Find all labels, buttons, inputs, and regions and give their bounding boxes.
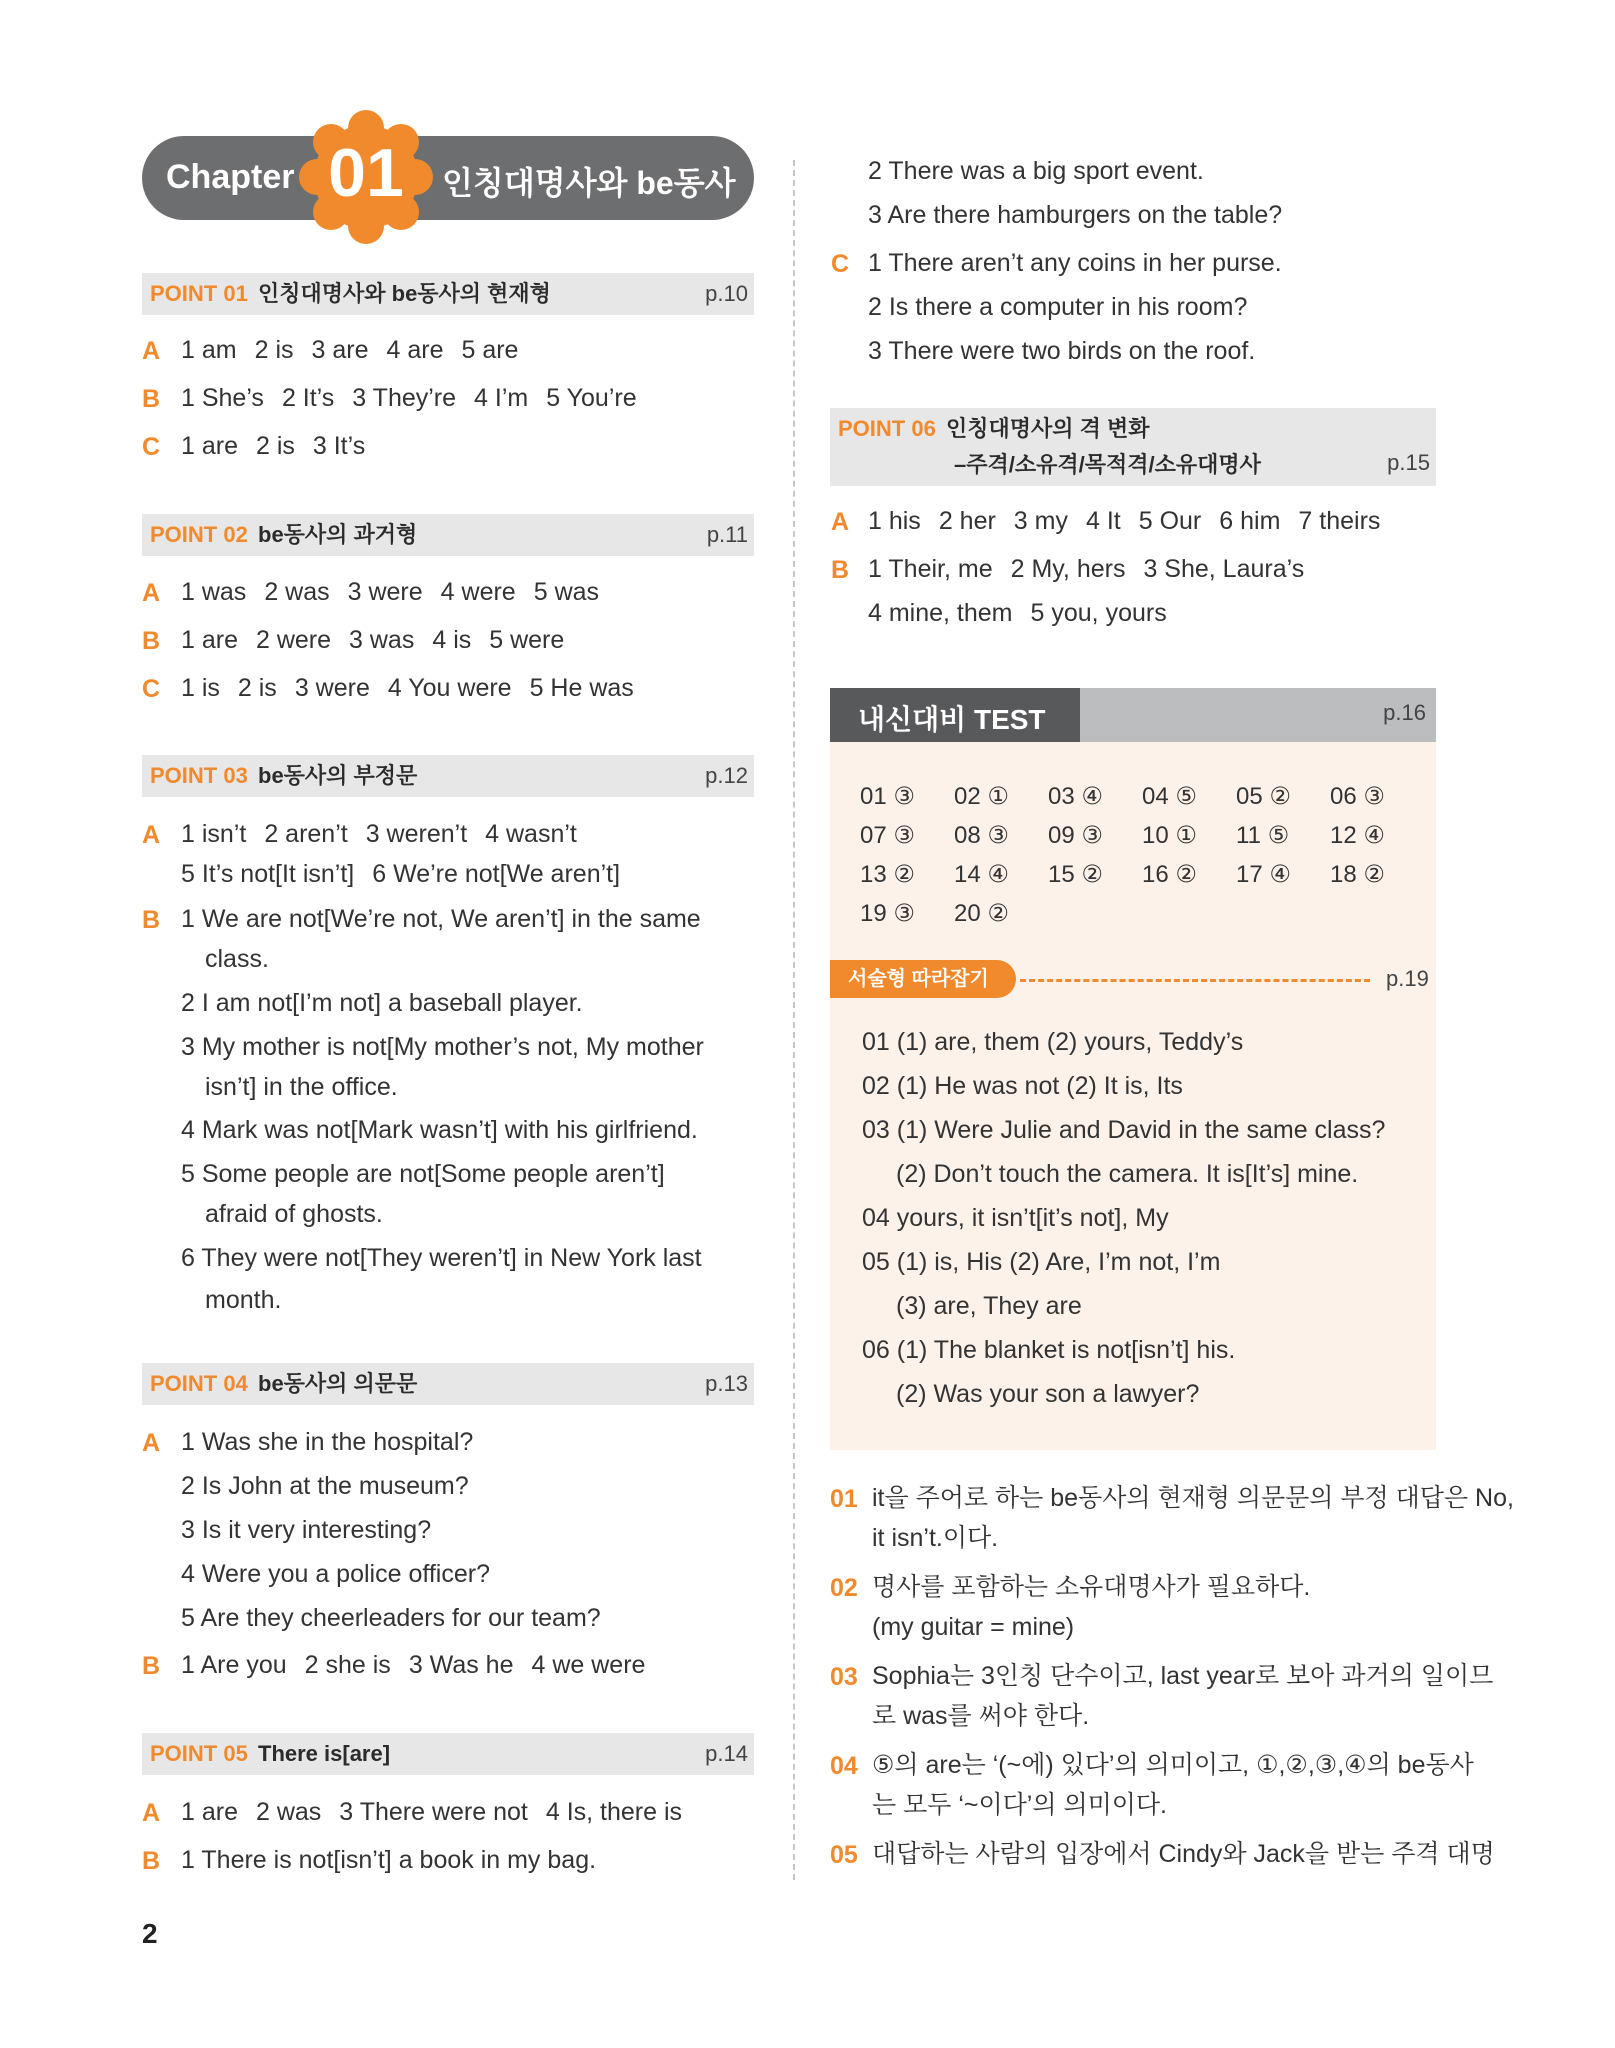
p4-a-line: 2 Is John at the museum?: [181, 1472, 469, 1500]
letter-b: B: [142, 906, 161, 934]
answer: 2 It’s: [281, 384, 335, 412]
answer: 2 her: [938, 507, 996, 535]
explanation-line: 로 was를 써야 한다.: [872, 1702, 1090, 1730]
point-title: 인칭대명사와 be동사의 현재형: [258, 281, 551, 306]
p6-row-b2: [868, 596, 1167, 630]
written-tag-line: [1020, 979, 1370, 982]
letter-a: A: [142, 337, 161, 365]
p3-b-line: 3 My mother is not[My mother’s not, My mother: [181, 1033, 704, 1061]
test-answer: 11 ⑤: [1236, 822, 1290, 849]
written-line: (2) Was your son a lawyer?: [896, 1380, 1200, 1408]
p5-row-a: [181, 1795, 682, 1829]
explanation-number: 02: [830, 1574, 858, 1602]
letter-c: C: [142, 433, 161, 461]
p3-b-line: 2 I am not[I’m not] a baseball player.: [181, 989, 583, 1017]
p1-row-b: [181, 381, 637, 415]
point-page: p.13: [705, 1371, 748, 1396]
written-line: 06 (1) The blanket is not[isn’t] his.: [862, 1336, 1236, 1364]
answer: 1 was: [181, 578, 247, 606]
chapter-badge: [299, 110, 433, 244]
answer: 4 mine, them: [868, 599, 1013, 627]
test-answer: 07 ③: [860, 822, 915, 849]
point-page: p.12: [705, 763, 748, 788]
chapter-word: Chapter: [166, 158, 295, 196]
answer: 3 my: [1013, 507, 1068, 535]
written-line: 03 (1) Were Julie and David in the same class?: [862, 1116, 1386, 1144]
written-line: 01 (1) are, them (2) yours, Teddy’s: [862, 1028, 1244, 1056]
p1-row-c: [181, 429, 365, 463]
point-06-header: [830, 408, 1436, 486]
test-header: [830, 688, 1436, 742]
answer: 3 was: [349, 626, 415, 654]
p5-c-line: 2 Is there a computer in his room?: [868, 293, 1248, 321]
point-number: POINT 01: [150, 281, 248, 306]
explanation-line: ⑤의 are는 ‘(~에) 있다’의 의미이고, ①,②,③,④의 be동사: [872, 1751, 1474, 1779]
answer: 1 his: [868, 507, 921, 535]
point-page: p.15: [1387, 450, 1430, 475]
point-number: POINT 03: [150, 763, 248, 788]
letter-b: B: [142, 1652, 161, 1680]
answer: 3 are: [311, 336, 369, 364]
answer: 2 was: [255, 1798, 322, 1826]
letter-b: B: [142, 627, 161, 655]
chapter-banner: [142, 136, 754, 220]
answer: 7 theirs: [1298, 507, 1381, 535]
point-number: POINT 04: [150, 1371, 248, 1396]
explanation-number: 03: [830, 1663, 858, 1691]
point-05-header: [142, 1733, 754, 1775]
letter-a: A: [142, 1429, 161, 1457]
explanation-line: it isn’t.이다.: [872, 1524, 999, 1552]
point-01-header: [142, 273, 754, 315]
test-answer: 17 ④: [1236, 861, 1291, 888]
p3-b-line: 4 Mark was not[Mark wasn’t] with his girlfriend.: [181, 1116, 698, 1144]
test-answer: 12 ④: [1330, 822, 1385, 849]
answer: 2 was: [264, 578, 330, 606]
answer: 5 you, yours: [1030, 599, 1167, 627]
letter-b: B: [831, 556, 850, 584]
test-answer: 05 ②: [1236, 783, 1291, 810]
answer: 2 she is: [304, 1651, 391, 1679]
p5-b-line: 3 Are there hamburgers on the table?: [868, 201, 1283, 229]
test-answer: 09 ③: [1048, 822, 1103, 849]
written-line: 04 yours, it isn’t[it’s not], My: [862, 1204, 1169, 1232]
answer: 6 We’re not[We aren’t]: [372, 860, 621, 888]
test-answer: 01 ③: [860, 783, 915, 810]
point-subtitle: –주격/소유격/목적격/소유대명사: [954, 452, 1261, 477]
p5-c-line: 1 There aren’t any coins in her purse.: [868, 249, 1282, 277]
answer: 4 are: [386, 336, 444, 364]
p4-a-line: 4 Were you a police officer?: [181, 1560, 490, 1588]
written-tag-page: p.19: [1386, 966, 1429, 991]
answer: 6 him: [1219, 507, 1281, 535]
p2-row-b: [181, 623, 564, 657]
point-02-header: [142, 514, 754, 556]
column-divider: [793, 160, 795, 1880]
explanation-line: it을 주어로 하는 be동사의 현재형 의문문의 부정 대답은 No,: [872, 1484, 1514, 1512]
chapter-number: 01: [328, 135, 404, 211]
p4-row-b: [181, 1648, 645, 1682]
p1-row-a: [181, 333, 518, 367]
explanation-line: (my guitar = mine): [872, 1613, 1075, 1641]
p5-c-line: 3 There were two birds on the roof.: [868, 337, 1256, 365]
p3-b-line: 1 We are not[We’re not, We aren’t] in the same: [181, 905, 701, 933]
answer: 4 is: [432, 626, 472, 654]
answer: 4 I’m: [474, 384, 529, 412]
test-answer: 04 ⑤: [1142, 783, 1197, 810]
written-line: (2) Don’t touch the camera. It is[It’s] mine.: [896, 1160, 1359, 1188]
p2-row-a: [181, 575, 599, 609]
answer: 3 Was he: [408, 1651, 514, 1679]
letter-b: B: [142, 385, 161, 413]
test-header-label: [830, 688, 1080, 742]
point-page: p.14: [705, 1741, 748, 1766]
p3-b-line: class.: [205, 945, 269, 973]
p3-row-a2: [181, 857, 620, 891]
written-line: 02 (1) He was not (2) It is, Its: [862, 1072, 1183, 1100]
written-line: (3) are, They are: [896, 1292, 1082, 1320]
answer: 3 weren’t: [365, 820, 468, 848]
point-title: There is[are]: [258, 1741, 391, 1766]
written-line: 05 (1) is, His (2) Are, I’m not, I’m: [862, 1248, 1221, 1276]
answer: 2 My, hers: [1010, 555, 1126, 583]
test-answer: 13 ②: [860, 861, 915, 888]
test-answer: 19 ③: [860, 900, 915, 927]
answer: 4 we were: [531, 1651, 646, 1679]
answer: 5 was: [533, 578, 600, 606]
answer: 3 She, Laura’s: [1143, 555, 1305, 583]
point-title: be동사의 의문문: [258, 1371, 418, 1396]
answer: 3 were: [347, 578, 423, 606]
p3-row-a1: [181, 817, 577, 851]
explanation-number: 05: [830, 1841, 858, 1869]
answer: 2 is: [254, 336, 294, 364]
point-page: p.10: [705, 281, 748, 306]
explanation-line: 명사를 포함하는 소유대명사가 필요하다.: [872, 1573, 1311, 1601]
p6-row-a: [868, 504, 1380, 538]
point-03-header: [142, 755, 754, 797]
point-number: POINT 05: [150, 1741, 248, 1766]
answer: 1 are: [181, 1798, 238, 1826]
answer: 5 are: [461, 336, 519, 364]
point-title: 인칭대명사의 격 변화: [946, 416, 1150, 441]
written-tag: 서술형 따라잡기: [830, 960, 1016, 998]
letter-c: C: [831, 250, 850, 278]
p3-b-line: month.: [205, 1286, 282, 1314]
test-title: 내신대비 TEST: [858, 704, 1046, 735]
p3-b-line: 5 Some people are not[Some people aren’t]: [181, 1160, 665, 1188]
test-answer: 03 ④: [1048, 783, 1103, 810]
point-title: be동사의 과거형: [258, 522, 418, 547]
answer: 1 Their, me: [868, 555, 993, 583]
answer: 2 is: [237, 674, 277, 702]
answer: 5 It’s not[It isn’t]: [181, 860, 355, 888]
point-number: POINT 02: [150, 522, 248, 547]
answer: 4 were: [440, 578, 516, 606]
answer: 3 There were not: [339, 1798, 528, 1826]
p4-a-line: 5 Are they cheerleaders for our team?: [181, 1604, 601, 1632]
answer: 5 Our: [1138, 507, 1202, 535]
test-answer: 02 ①: [954, 783, 1009, 810]
test-answer: 18 ②: [1330, 861, 1385, 888]
explanation-number: 01: [830, 1485, 858, 1513]
letter-a: A: [142, 821, 161, 849]
p3-b-line: isn’t] in the office.: [205, 1073, 398, 1101]
p5-b-line: 2 There was a big sport event.: [868, 157, 1204, 185]
answer: 1 isn’t: [181, 820, 247, 848]
answer: 3 It’s: [312, 432, 366, 460]
chapter-title: 인칭대명사와 be동사: [442, 165, 736, 201]
letter-b: B: [142, 1847, 161, 1875]
letter-a: A: [142, 1799, 161, 1827]
test-answer: 15 ②: [1048, 861, 1103, 888]
page-number: 2: [142, 1918, 158, 1949]
test-answer: 20 ②: [954, 900, 1009, 927]
answer: 1 is: [181, 674, 220, 702]
letter-a: A: [831, 508, 850, 536]
answer: 1 are: [181, 432, 238, 460]
answer: 4 wasn’t: [485, 820, 577, 848]
answer: 1 am: [181, 336, 237, 364]
letter-a: A: [142, 579, 161, 607]
test-answer: 14 ④: [954, 861, 1009, 888]
p6-row-b1: [868, 552, 1304, 586]
answer: 3 They’re: [352, 384, 457, 412]
p4-a-line: 3 Is it very interesting?: [181, 1516, 432, 1544]
test-answer: 10 ①: [1142, 822, 1197, 849]
p4-a-line: 1 Was she in the hospital?: [181, 1428, 474, 1456]
answer: 1 She’s: [181, 384, 264, 412]
answer: 5 He was: [529, 674, 634, 702]
letter-c: C: [142, 675, 161, 703]
explanation-line: 는 모두 ‘~이다’의 의미이다.: [872, 1791, 1167, 1819]
answer: 2 aren’t: [264, 820, 348, 848]
answer: 1 are: [181, 626, 238, 654]
p2-row-c: [181, 671, 634, 705]
answer: 5 were: [489, 626, 565, 654]
answer: 4 You were: [387, 674, 512, 702]
test-answer: 06 ③: [1330, 783, 1385, 810]
test-page: p.16: [1383, 700, 1426, 725]
answer: 2 were: [255, 626, 332, 654]
explanation-line: 대답하는 사람의 입장에서 Cindy와 Jack을 받는 주격 대명: [872, 1840, 1495, 1868]
point-number: POINT 06: [838, 416, 936, 441]
p5-b-line: 1 There is not[isn’t] a book in my bag.: [181, 1846, 597, 1874]
test-answer: 16 ②: [1142, 861, 1197, 888]
explanation-line: Sophia는 3인칭 단수이고, last year로 보아 과거의 일이므: [872, 1662, 1494, 1690]
answer: 1 Are you: [181, 1651, 287, 1679]
answer: 4 It: [1085, 507, 1121, 535]
p3-b-line: afraid of ghosts.: [205, 1200, 383, 1228]
point-page: p.11: [706, 522, 748, 547]
test-answer: 08 ③: [954, 822, 1009, 849]
answer: 2 is: [255, 432, 295, 460]
answer: 3 were: [294, 674, 370, 702]
answer: 4 Is, there is: [545, 1798, 683, 1826]
point-title: be동사의 부정문: [258, 763, 418, 788]
p3-b-line: 6 They were not[They weren’t] in New York last: [181, 1244, 702, 1272]
point-04-header: [142, 1363, 754, 1405]
answer: 5 You’re: [546, 384, 637, 412]
explanation-number: 04: [830, 1752, 858, 1780]
